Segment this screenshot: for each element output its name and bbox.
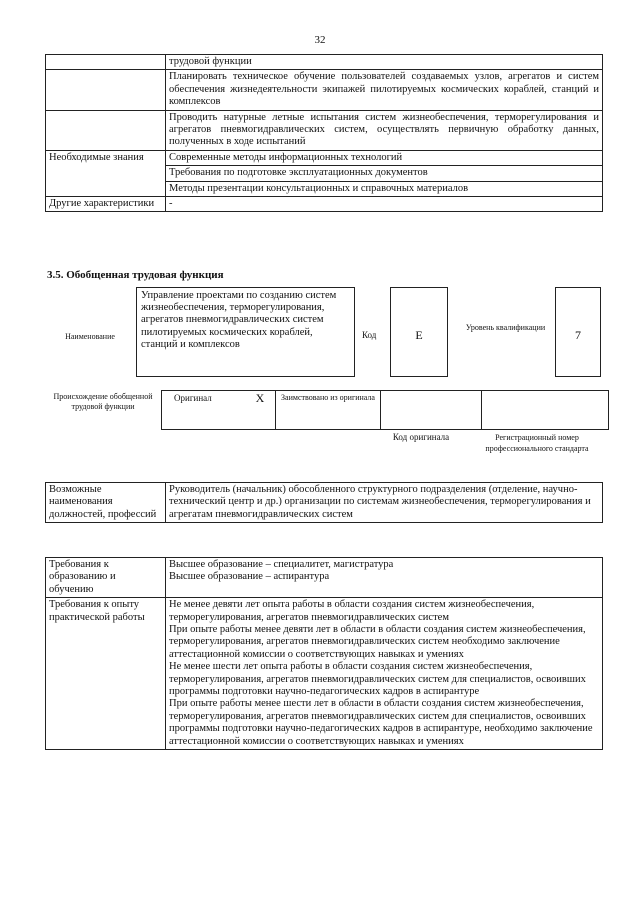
reg-number-cell xyxy=(482,391,609,430)
experience-requirements-value xyxy=(166,598,603,750)
qualification-level-value: 7 xyxy=(575,328,581,342)
row-label xyxy=(46,55,166,70)
labor-function-table xyxy=(45,54,603,212)
row-value: Планировать техническое обучение пользователей создаваемых узлов, агрегатов и систем обеспечения жизнедеятельности экипажей пилотируемых космических кораблей, станций и комплексов xyxy=(166,70,603,110)
row-value: Современные методы информационных технологий xyxy=(166,150,603,165)
table-row xyxy=(162,391,609,430)
function-name-box: Управление проектами по созданию систем жизнеобеспечения, терморегулирования, агрегатов пневмогидравлических систем пилотируемых космических кораблей, станций и комплексов xyxy=(136,287,355,377)
code-box xyxy=(390,287,448,377)
row-label-other: Другие характеристики xyxy=(46,197,166,212)
table-row xyxy=(46,110,603,150)
row-label xyxy=(46,70,166,110)
list-item: При опыте работы менее девяти лет в области в области создания систем жизнеобеспечения, терморегулирования, агрегатов пневмогидравлических систем необходимо заключение аттестационной комиссии о соответствующих навыках и умениях xyxy=(169,624,586,660)
qualification-level-box xyxy=(555,287,601,377)
row-value: трудовой функции xyxy=(166,55,603,70)
list-item: Не менее шести лет опыта работы в области создания систем жизнеобеспечения, терморегулирования, агрегатов пневмогидравлических систем для специалистов, освоивших программы подготовки научно-педагогических кадров в аспирантуре xyxy=(169,661,586,698)
list-item: При опыте работы менее шести лет в области в области создания систем жизнеобеспечения, терморегулирования, агрегатов пневмогидравлических систем для специалистов, освоивших программы подготовки научно-педагогических кадров в аспирантуре, необходимо заключение аттестационной комиссии о соответствующих навыках и умениях xyxy=(169,698,593,747)
code-value: E xyxy=(415,328,423,342)
positions-value: Руководитель (начальник) обособленного структурного подразделения (отделение, научно-технический центр и др.) организации по системам жизнеобеспечения, терморегулирования и агрегатам пневмогидравлических систем xyxy=(166,483,603,523)
original-code-label: Код оригинала xyxy=(392,432,450,442)
list-item: Высшее образование – специалитет, магистратура xyxy=(169,559,394,570)
origin-label: Происхождение обобщенной трудовой функции xyxy=(53,392,153,411)
section-heading: 3.5. Обобщенная трудовая функция xyxy=(47,269,224,281)
row-value: - xyxy=(166,197,603,212)
list-item: Не менее девяти лет опыта работы в области создания систем жизнеобеспечения, терморегулирования, агрегатов пневмогидравлических систем xyxy=(169,599,535,623)
positions-table xyxy=(45,482,603,523)
requirements-table xyxy=(45,557,603,750)
name-label: Наименование xyxy=(65,332,115,341)
code-label: Код xyxy=(362,330,377,340)
qualification-level-label: Уровень квалификации xyxy=(465,323,546,332)
table-row xyxy=(46,55,603,70)
education-requirements-value xyxy=(166,558,603,598)
table-row xyxy=(46,558,603,598)
experience-requirements-label: Требования к опыту практической работы xyxy=(46,598,166,750)
row-value: Методы презентации консультационных и справочных материалов xyxy=(166,181,603,196)
table-row xyxy=(46,197,603,212)
row-value: Требования по подготовке эксплуатационных документов xyxy=(166,166,603,181)
table-row xyxy=(46,70,603,110)
table-row xyxy=(46,483,603,523)
origin-table xyxy=(161,390,609,430)
page-number: 32 xyxy=(314,34,326,46)
borrowed-label: Заимствовано из оригинала xyxy=(276,391,381,430)
original-code-cell xyxy=(381,391,482,430)
original-mark: X xyxy=(245,391,276,430)
table-row xyxy=(46,598,603,750)
reg-number-label: Регистрационный номер профессионального стандарта xyxy=(485,433,589,453)
row-label-knowledge: Необходимые знания xyxy=(46,150,166,196)
education-requirements-label: Требования к образованию и обучению xyxy=(46,558,166,598)
row-value: Проводить натурные летные испытания систем жизнеобеспечения, терморегулирования и агрегатов пневмогидравлических систем, осуществлять первичную обработку данных, полученных в ходе испытаний xyxy=(166,110,603,150)
original-label: Оригинал xyxy=(162,391,246,430)
list-item: Высшее образование – аспирантура xyxy=(169,571,330,583)
row-label xyxy=(46,110,166,150)
positions-label: Возможные наименования должностей, профессий xyxy=(46,483,166,523)
table-row xyxy=(46,150,603,165)
